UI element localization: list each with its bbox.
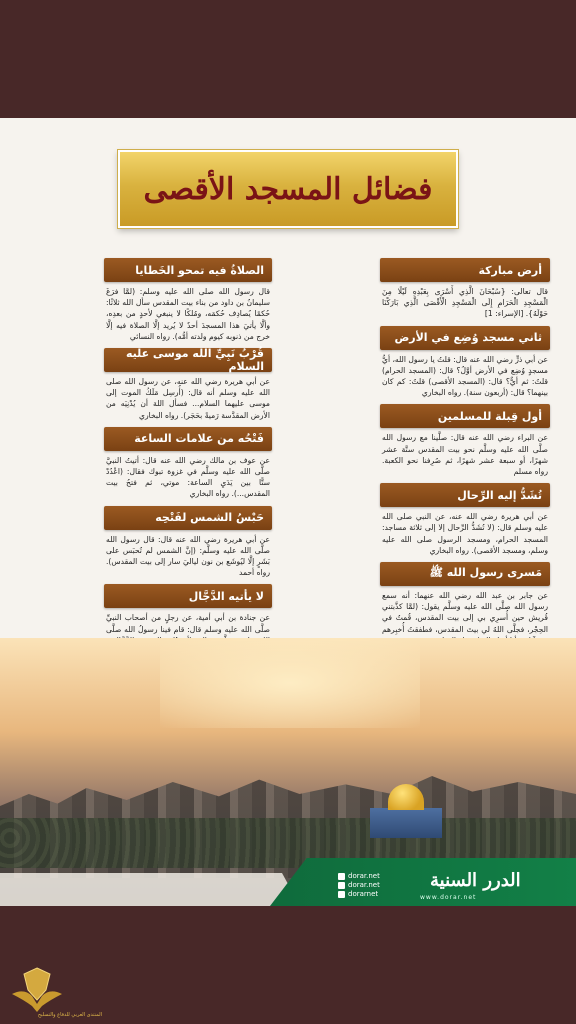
bottom-background-band: [0, 906, 576, 1024]
section-heading: تُشَدُّ إليه الرِّحال: [380, 483, 550, 507]
section-text: عن جنادة بن أبي أمية، عن رجلٍ من أصحاب النبيِّ صلَّى الله عليه وسلم قال: قام فينا رسولُ الله صلَّى: [106, 613, 270, 634]
section: [380, 562, 550, 646]
section: [104, 427, 272, 500]
poster-title: فضائل المسجد الأقصى: [143, 171, 433, 207]
section: [380, 326, 550, 399]
dome-of-the-rock-base: [370, 808, 442, 838]
top-background-band: [0, 0, 576, 118]
poster: [0, 118, 576, 906]
social-link[interactable]: dorar.net: [338, 872, 380, 881]
watermark-text: المنتدى العربي للدفاع والتسليح: [37, 1012, 102, 1018]
section-text: عن أبي هريرة رضي الله عنه، عن النبي صلى الله عليه وسلم قال: (لا تُشَدُّ الرِّحال إلا إلى ثلاثة مساجد: المسجد الحرام، ومسجد الرسول صلى الله عليه وسلم، ومسجد الأقصى). رواه البخاري: [382, 512, 548, 555]
social-link[interactable]: dorar.net: [338, 881, 380, 890]
section: [104, 258, 272, 342]
section-text: قال رسول الله صلى الله عليه وسلم: (لمَّا فرَغَ سليمانُ بن داود من بناء بيت المقدس سأل الله ثلاثًا: حُكمًا يُصادِف حُكمَه، ومُلكًا لا ينبغي لأحدٍ من بعدِه، وألَّا يأتيَ هذا المسجدَ أحدٌ لا يُريد إلَّا الصلاة فيه إلَّا خرج من ذنوبه كيوم ولدته أمُّه). رواه النسائي: [106, 287, 270, 341]
section-heading: ثاني مسجد وُضِع في الأرض: [380, 326, 550, 350]
section-text: عن أبي ذرٍّ رضي الله عنه قال: قلتُ يا رسول الله، أيُّ مسجدٍ وُضِع في الأرض أوَّلُ؟ قال: (المسجد الحرام) قلتُ: ثم أيٌّ؟ قال: (المسجد الأقصى) قلتُ: كم كان بينهما؟ قال: (أربعون سنة). رواه البخاري: [382, 354, 548, 398]
section-text: عن أبي هريرة رضي الله عنه قال: قال رسول الله صلَّى الله عليه وسلَّم: (إنَّ الشمس لم تُحبَس على بَشَرٍ إلَّا ليُوشَع بن نون لياليَ سار إلى بيت المقدس). رواه أحمد: [106, 534, 270, 578]
section-heading: حَبْسُ الشمس لفَتْحِه: [104, 506, 272, 530]
title-banner: [118, 150, 458, 228]
social-links: [338, 872, 380, 899]
forum-eagle-logo-icon: [10, 960, 64, 1020]
section: [380, 258, 550, 320]
section-text: عن جابر بن عبد الله رضي الله عنهما: أنه سمع رسول الله صلَّى الله عليه وسلَّم يقول: (لمَّا كذَّبتني قُريش حين أُسرِي بي إلى بيت المقدس، قُمتُ في الحِجْر، فجلَّى اللهُ لي بيتَ المقدس، فطفقتُ أُخبِرهم: [382, 591, 548, 634]
section-heading: أرض مباركة: [380, 258, 550, 282]
brand-url[interactable]: www.dorar.net: [420, 894, 477, 901]
footer-white-strip: [0, 873, 300, 906]
social-link[interactable]: dorarnet: [338, 890, 380, 899]
section-text: عن أبي هريرة رضي الله عنه، عن رسول الله صلى الله عليه وسلم أنه قال: (أُرسِل مَلَكُ الموت إلى موسى عليهما السلام... فسأل اللهَ أن يُدْنِيَه من الأرض المقدَّسة رَميةً بحَجَر). رواه البخاري: [106, 377, 270, 420]
facebook-icon: [338, 882, 345, 889]
brand-logo-text: الدرر السنية: [430, 870, 521, 891]
section-heading: أول قِبلة للمسلمين: [380, 404, 550, 428]
sunset-glow: [160, 638, 420, 728]
section-heading: فَتْحُه من علامات الساعة: [104, 427, 272, 451]
section: [380, 483, 550, 556]
twitter-icon: [338, 891, 345, 898]
right-column: [380, 258, 550, 652]
section: [380, 404, 550, 477]
section-text: قال تعالى: {سُبْحَانَ الَّذِي أَسْرَى بِعَبْدِهِ لَيْلًا مِنَ الْمَسْجِدِ الْحَرَامِ إِلَى الْمَسْجِدِ الْأَقْصَى الَّذِي بَارَكْنَا حَوْلَهُ}. [الإسراء: 1]: [382, 287, 548, 319]
section: [104, 348, 272, 421]
section-heading: قُرْبُ نَبِيِّ الله موسى عليه السلام: [104, 348, 272, 372]
section: [104, 506, 272, 579]
web-icon: [338, 873, 345, 880]
section-heading: لا يأتيه الدَّجَّال: [104, 584, 272, 608]
left-column: [104, 258, 272, 686]
section-heading: الصلاةُ فيه تمحو الخَطايا: [104, 258, 272, 282]
section-text: عن البراء رضي الله عنه قال: صلَّينا مع رسول الله صلَّى الله عليه وسلَّم نحو بيت المقدس ستَّة عشر شهرًا، أو سبعة عشر شهرًا، ثم صُرِفنا نحو الكعبة. رواه مسلم: [382, 433, 548, 477]
section-text: عن عوف بن مالك رضي الله عنه قال: أتيتُ النبيَّ صلَّى الله عليه وسلَّم في غزوة تبوك فقال: (اعْدُدْ ستًّا بين يَدَيِ الساعة: موتي، ثم فتحُ بيت المقدس...). رواه البخاري: [106, 455, 270, 499]
section-heading: مَسرى رسول الله ﷺ: [380, 562, 550, 586]
